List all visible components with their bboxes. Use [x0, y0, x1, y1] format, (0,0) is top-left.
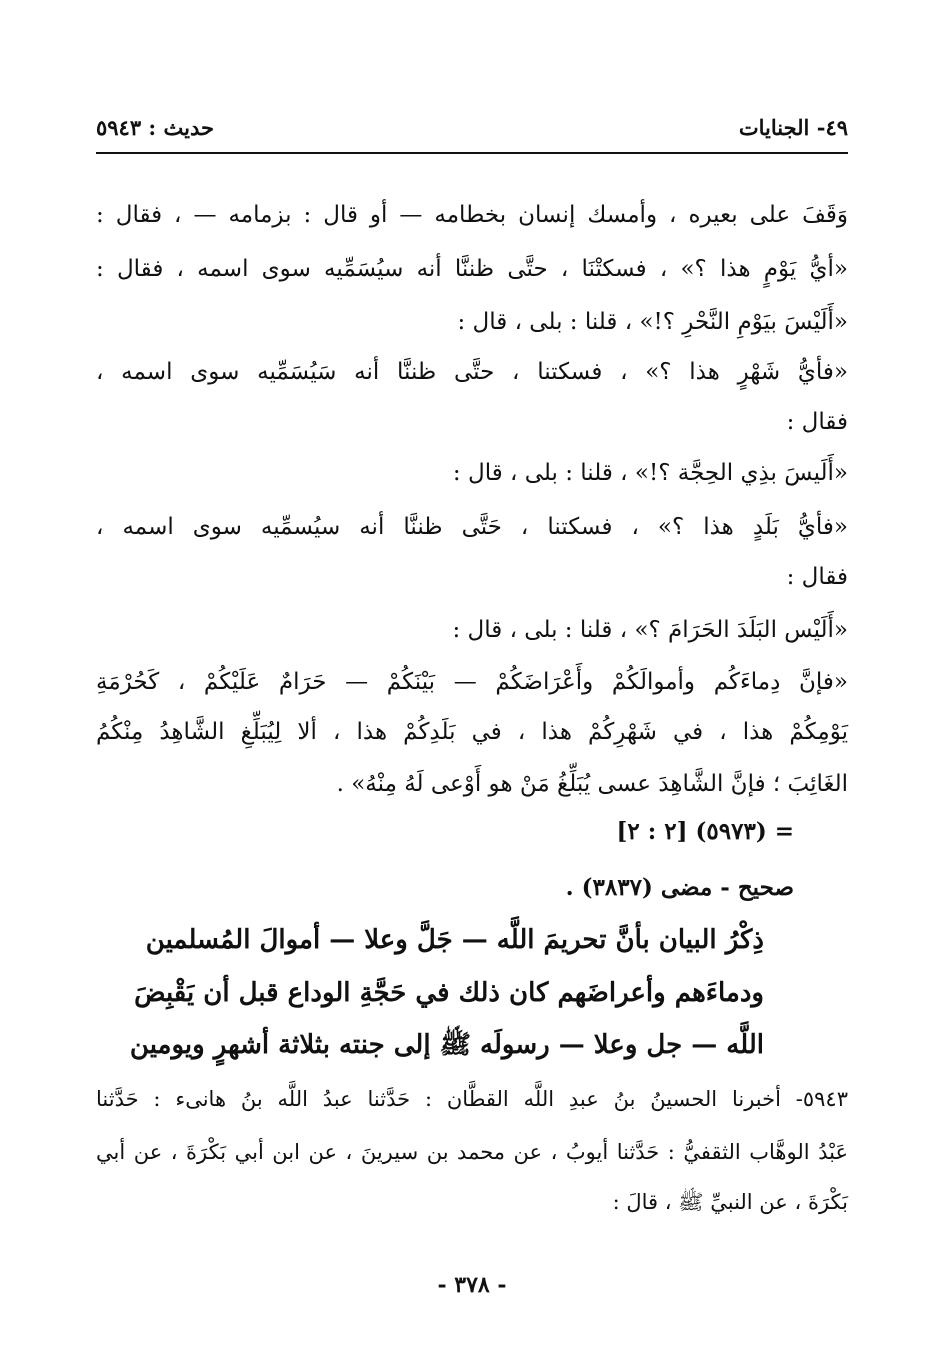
body-line-4: «فأيُّ شَهْرٍ هذا ؟» ، فسكتنا ، حتَّى ظننَّا أنه سَيُسَمِّيه سوى اسمه ، — [96, 359, 848, 385]
page-number: - ٣٧٨ - — [437, 1272, 507, 1298]
body-line-12: الغَائِبَ ؛ فإنَّ الشَّاهِدَ عسى يُبَلِّغُ مَنْ هو أَوْعى لَهُ مِنْهُ» . — [336, 771, 848, 797]
hadith-line-1: ٥٩٤٣- أخبرنا الحسينُ بنُ عبدِ اللَّه القطَّان : حَدَّثنا عبدُ اللَّه بنُ هانىء : حَدَّثنا — [96, 1087, 848, 1111]
section-heading-line-1: ذِكْرُ البيان بأنَّ تحريمَ اللَّه — جَلَّ وعلا — أموالَ المُسلمين — [145, 925, 764, 955]
body-line-9: «أَلَيْس البَلَدَ الحَرَامَ ؟» ، قلنا : بلى ، قال : — [452, 617, 848, 643]
body-line-7: «فأيُّ بَلَدٍ هذا ؟» ، فسكتنا ، حَتَّى ظننَّا أنه سيُسمِّيه سوى اسمه ، — [96, 514, 848, 540]
body-line-6: «أَلَيسَ بذِي الحِجَّة ؟!» ، قلنا : بلى ، قال : — [452, 460, 848, 486]
hadith-line-3: بَكْرَةَ ، عن النبيِّ ﷺ ، قالَ : — [612, 1190, 848, 1214]
body-line-5: فقال : — [786, 409, 848, 435]
body-line-1: وَقَفَ على بعيره ، وأمسك إنسان بخطامه — أو قال : بزمامه — ، فقال : — [96, 202, 848, 228]
body-line-2: «أيُّ يَوْمٍ هذا ؟» ، فسكتْنَا ، حتَّى ظننَّا أنه سيُسَمِّيه سوى اسمه ، فقال : — [96, 256, 848, 282]
body-line-3: «أَلَيْسَ بيَوْمِ النَّحْرِ ؟!» ، قلنا : بلى ، قال : — [457, 309, 848, 335]
section-heading-line-3: اللَّه — جل وعلا — رسولَه ﷺ إلى جنته بثلاثة أشهرٍ ويومين — [129, 1030, 764, 1060]
body-line-11: يَوْمِكُمْ هذا ، في شَهْرِكُمْ هذا ، في بَلَدِكُمْ هذا ، ألا لِيُبَلِّغِ الشَّاهِدُ مِنْكُمُ — [96, 719, 848, 745]
hadith-line-2: عَبْدُ الوهَّاب الثقفيُّ : حَدَّثنا أيوبُ ، عن محمد بن سيرينَ ، عن ابن أبي بَكْرَةَ ، عن أبي — [96, 1140, 848, 1164]
source-reference: = (٥٩٧٣) [٢ : ٢] — [616, 818, 794, 845]
header-rule — [96, 152, 848, 154]
body-line-10: «فإنَّ دِماءَكُم وأموالَكُمْ وأَعْرَاضَكُمْ — بَيْنَكُمْ — حَرَامٌ عَلَيْكُمْ ، كَحُرْمَةِ — [96, 669, 848, 695]
section-heading-line-2: ودماءَهم وأعراضَهم كان ذلك في حَجَّةِ الوداع قبل أن يَقْبِضَ — [134, 978, 764, 1008]
hadith-reference: حديث : ٥٩٤٣ — [96, 115, 214, 140]
body-line-8: فقال : — [786, 564, 848, 590]
chapter-title: ٤٩- الجنايات — [738, 115, 848, 140]
grade-note: صحيح - مضى (٣٨٣٧) . — [565, 874, 794, 901]
